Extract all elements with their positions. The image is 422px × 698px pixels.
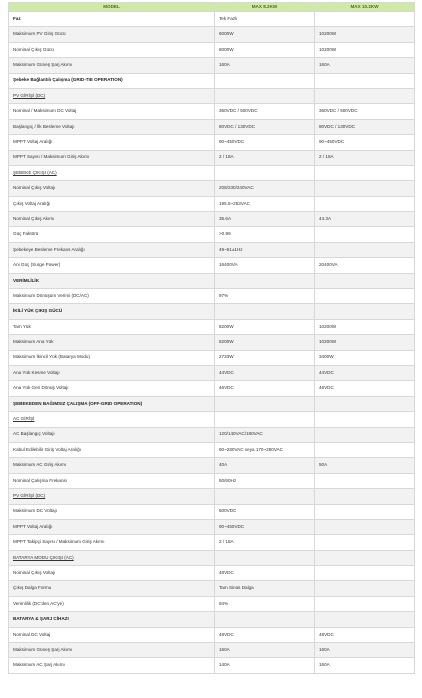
spec-value-10-2kw-cell [315, 489, 415, 504]
spec-value-10-2kw-cell [315, 412, 415, 427]
spec-label-cell: Başlangıç / İlk Besleme Voltajı [9, 119, 215, 134]
spec-label-cell: PV GİRİŞİ (DC) [9, 489, 215, 504]
spec-label-cell: Kabul Edilebilir Giriş Voltaj Aralığı [9, 442, 215, 457]
spec-value-10-2kw-cell [315, 242, 415, 257]
spec-label-cell: Maksimum AC Giriş Akımı [9, 458, 215, 473]
section-heading-row [9, 396, 415, 411]
spec-value-10-2kw-cell: 160A [315, 658, 415, 673]
spec-value-8-2kw-cell: 160A [215, 643, 315, 658]
spec-value-8-2kw-cell [215, 396, 315, 411]
spec-value-8-2kw-cell: 8200W [215, 319, 315, 334]
spec-value-8-2kw-cell: 360VDC / 500VDC [215, 104, 315, 119]
spec-value-10-2kw-cell [315, 566, 415, 581]
spec-value-10-2kw-cell: 3400W [315, 350, 415, 365]
table-row [9, 227, 415, 242]
spec-value-10-2kw-cell [315, 304, 415, 319]
spec-label-cell: Maksimum AC Şarj Akımı [9, 658, 215, 673]
table-row [9, 104, 415, 119]
spec-value-8-2kw-cell: 500VDC [215, 504, 315, 519]
spec-value-10-2kw-cell [315, 73, 415, 88]
table-row [9, 381, 415, 396]
spec-value-10-2kw-cell [315, 473, 415, 488]
spec-label-cell: Nominal DC Voltaj [9, 627, 215, 642]
spec-value-8-2kw-cell: 48VDC [215, 566, 315, 581]
spec-label-cell: Maksimum Dönüşüm Verimi (DC/AC) [9, 289, 215, 304]
spec-label-cell: VERİMLİLİK [9, 273, 215, 288]
spec-value-10-2kw-cell [315, 196, 415, 211]
spec-value-10-2kw-cell: 46VDC [315, 381, 415, 396]
spec-value-10-2kw-cell: 48VDC [315, 627, 415, 642]
spec-label-cell: BATARYA MODU ÇIKIŞI (AC) [9, 550, 215, 565]
spec-value-8-2kw-cell: 2 / 18A [215, 535, 315, 550]
spec-value-8-2kw-cell: 120/140VAC/180VAC [215, 427, 315, 442]
table-row [9, 181, 415, 196]
table-row [9, 442, 415, 457]
spec-value-8-2kw-cell: Tek Fazlı [215, 12, 315, 27]
spec-value-10-2kw-cell: 10200W [315, 319, 415, 334]
header-model-10-2kw: MAX 10.2KW [315, 3, 415, 12]
spec-label-cell: Çıkış Voltaj Aralığı [9, 196, 215, 211]
spec-label-cell: Maksimum DC Voltajı [9, 504, 215, 519]
spec-label-cell: Maksimum PV Giriş Gücü [9, 27, 215, 42]
spec-value-8-2kw-cell: 90~450VDC [215, 135, 315, 150]
table-row [9, 658, 415, 673]
spec-value-8-2kw-cell: 94% [215, 596, 315, 611]
spec-value-8-2kw-cell [215, 88, 315, 103]
spec-value-8-2kw-cell: 8200W [215, 335, 315, 350]
spec-value-10-2kw-cell [315, 442, 415, 457]
spec-label-cell: Nominal Çıkış Gücü [9, 42, 215, 57]
spec-value-8-2kw-cell: 8000W [215, 42, 315, 57]
spec-value-10-2kw-cell [315, 581, 415, 596]
spec-label-cell: MPPT Voltaj Aralığı [9, 519, 215, 534]
spec-value-8-2kw-cell: 208/230/240VAC [215, 181, 315, 196]
spec-value-8-2kw-cell: 40A [215, 458, 315, 473]
table-row [9, 596, 415, 611]
table-row [9, 196, 415, 211]
spec-value-10-2kw-cell: 50A [315, 458, 415, 473]
table-row [9, 42, 415, 57]
header-row [9, 3, 415, 12]
spec-value-8-2kw-cell: 46VDC [215, 381, 315, 396]
spec-label-cell: Şebeke Bağlantılı Çalışma (GRID-TIE OPERATION) [9, 73, 215, 88]
table-row [9, 242, 415, 257]
spec-value-10-2kw-cell [315, 612, 415, 627]
section-heading-row [9, 273, 415, 288]
spec-value-10-2kw-cell: 360VDC / 500VDC [315, 104, 415, 119]
spec-value-8-2kw-cell: >0.99 [215, 227, 315, 242]
subsection-heading-row [9, 489, 415, 504]
table-row [9, 350, 415, 365]
spec-label-cell: Nominal Çalışma Frekansı [9, 473, 215, 488]
header-model: MODEL [9, 3, 215, 12]
spec-value-10-2kw-cell: 10200W [315, 335, 415, 350]
spec-value-10-2kw-cell [315, 519, 415, 534]
spec-table-body [9, 12, 415, 674]
spec-label-cell: ŞEBEKE ÇIKIŞI (AC) [9, 165, 215, 180]
spec-value-10-2kw-cell [315, 227, 415, 242]
spec-label-cell: Maksimum Güneş Şarj Akımı [9, 58, 215, 73]
spec-value-10-2kw-cell [315, 427, 415, 442]
spec-label-cell: AC Başlangıç Voltajı [9, 427, 215, 442]
header-model-8-2kw: MAX 8.2KW [215, 3, 315, 12]
spec-value-8-2kw-cell [215, 73, 315, 88]
spec-label-cell: BATARYA & ŞARJ CİHAZI [9, 612, 215, 627]
spec-value-8-2kw-cell: 80VDC / 130VDC [215, 119, 315, 134]
subsection-heading-row [9, 165, 415, 180]
table-row [9, 427, 415, 442]
table-row [9, 519, 415, 534]
spec-label-cell: MPPT Sayısı / Maksimum Giriş Akımı [9, 150, 215, 165]
spec-value-10-2kw-cell [315, 596, 415, 611]
spec-value-10-2kw-cell [315, 181, 415, 196]
table-row [9, 643, 415, 658]
spec-value-8-2kw-cell [215, 412, 315, 427]
spec-label-cell: Çıkış Dalga Formu [9, 581, 215, 596]
spec-value-8-2kw-cell: 35.6A [215, 212, 315, 227]
table-row [9, 212, 415, 227]
spec-value-8-2kw-cell: 2733W [215, 350, 315, 365]
table-row [9, 258, 415, 273]
spec-value-8-2kw-cell [215, 165, 315, 180]
section-heading-row [9, 304, 415, 319]
spec-label-cell: Maksimum Ana Yük [9, 335, 215, 350]
table-row [9, 335, 415, 350]
table-row [9, 535, 415, 550]
spec-value-8-2kw-cell: 90~450VDC [215, 519, 315, 534]
table-row [9, 566, 415, 581]
spec-label-cell: Şebekeye Besleme Frekans Aralığı [9, 242, 215, 257]
spec-label-cell: Maksimum Güneş Şarj Akımı [9, 643, 215, 658]
table-row [9, 581, 415, 596]
spec-label-cell: Tam Yük [9, 319, 215, 334]
table-row [9, 135, 415, 150]
spec-label-cell: MPPT Voltaj Aralığı [9, 135, 215, 150]
spec-label-cell: ŞEBEKEDEN BAĞIMSIZ ÇALIŞMA (OFF-GRID OPERATION) [9, 396, 215, 411]
spec-value-10-2kw-cell: 160A [315, 643, 415, 658]
spec-value-8-2kw-cell: 2 / 18A [215, 150, 315, 165]
table-row [9, 150, 415, 165]
spec-value-10-2kw-cell [315, 165, 415, 180]
spec-value-10-2kw-cell [315, 88, 415, 103]
spec-label-cell: Nominal Çıkış Akımı [9, 212, 215, 227]
spec-value-8-2kw-cell: 6000W [215, 27, 315, 42]
spec-label-cell: PV GİRİŞİ (DC) [9, 88, 215, 103]
spec-value-8-2kw-cell: 195.5~253VAC [215, 196, 315, 211]
spec-value-10-2kw-cell: 10200W [315, 42, 415, 57]
table-row [9, 627, 415, 642]
table-row [9, 27, 415, 42]
spec-value-8-2kw-cell: 44VDC [215, 365, 315, 380]
spec-label-cell: Nominal Çıkış Voltajı [9, 566, 215, 581]
spec-label-cell: Güç Faktörü [9, 227, 215, 242]
spec-value-8-2kw-cell: 48VDC [215, 627, 315, 642]
spec-value-10-2kw-cell [315, 289, 415, 304]
spec-label-cell: Verimlilik (DC'den AC'ye) [9, 596, 215, 611]
spec-value-10-2kw-cell: 80VDC / 130VDC [315, 119, 415, 134]
spec-label-cell: Nominal Çıkış Voltajı [9, 181, 215, 196]
spec-value-10-2kw-cell [315, 273, 415, 288]
spec-value-8-2kw-cell: 160A [215, 58, 315, 73]
section-heading-row [9, 612, 415, 627]
spec-value-10-2kw-cell: 44.3A [315, 212, 415, 227]
table-row [9, 319, 415, 334]
spec-value-8-2kw-cell [215, 612, 315, 627]
spec-value-8-2kw-cell [215, 273, 315, 288]
spec-label-cell: Maksimum İkincil Yük (Batarya Modu) [9, 350, 215, 365]
section-heading-row [9, 73, 415, 88]
spec-value-10-2kw-cell [315, 396, 415, 411]
spec-value-8-2kw-cell: 49~51±1Hz [215, 242, 315, 257]
spec-value-10-2kw-cell [315, 12, 415, 27]
spec-label-cell: Faz [9, 12, 215, 27]
spec-label-cell: Ani Güç (Surge Power) [9, 258, 215, 273]
spec-value-8-2kw-cell: 97% [215, 289, 315, 304]
spec-table [8, 2, 415, 674]
spec-value-10-2kw-cell: 20400VA [315, 258, 415, 273]
spec-value-10-2kw-cell: 2 / 18A [315, 150, 415, 165]
spec-label-cell: AC GİRİŞİ [9, 412, 215, 427]
spec-value-8-2kw-cell: 16400VA [215, 258, 315, 273]
spec-label-cell: Ana Yük Kesme Voltajı [9, 365, 215, 380]
spec-value-8-2kw-cell: 50/60Hz [215, 473, 315, 488]
spec-value-8-2kw-cell: 90~280VAC veya 170~280VAC [215, 442, 315, 457]
spec-value-10-2kw-cell [315, 550, 415, 565]
spec-value-10-2kw-cell [315, 504, 415, 519]
spec-label-cell: Nominal / Maksimum DC Voltaj [9, 104, 215, 119]
spec-value-10-2kw-cell: 90~450VDC [315, 135, 415, 150]
spec-value-10-2kw-cell: 44VDC [315, 365, 415, 380]
spec-label-cell: İKİLİ YÜK ÇIKIŞ GÜCÜ [9, 304, 215, 319]
spec-value-8-2kw-cell [215, 304, 315, 319]
spec-value-10-2kw-cell: 160A [315, 58, 415, 73]
table-row [9, 289, 415, 304]
spec-value-10-2kw-cell [315, 535, 415, 550]
spec-value-8-2kw-cell: 140A [215, 658, 315, 673]
table-row [9, 365, 415, 380]
table-row [9, 473, 415, 488]
subsection-heading-row [9, 88, 415, 103]
spec-value-8-2kw-cell [215, 489, 315, 504]
spec-value-8-2kw-cell [215, 550, 315, 565]
spec-value-8-2kw-cell: Tam Sinüs Dalga [215, 581, 315, 596]
table-row [9, 458, 415, 473]
table-row [9, 119, 415, 134]
section-heading-row [9, 12, 415, 27]
spec-label-cell: MPPT Takipçi Sayısı / Maksimum Giriş Akımı [9, 535, 215, 550]
subsection-heading-row [9, 412, 415, 427]
subsection-heading-row [9, 550, 415, 565]
spec-label-cell: Ana Yük Geri Dönüş Voltajı [9, 381, 215, 396]
table-row [9, 504, 415, 519]
table-row [9, 58, 415, 73]
spec-value-10-2kw-cell: 10200W [315, 27, 415, 42]
